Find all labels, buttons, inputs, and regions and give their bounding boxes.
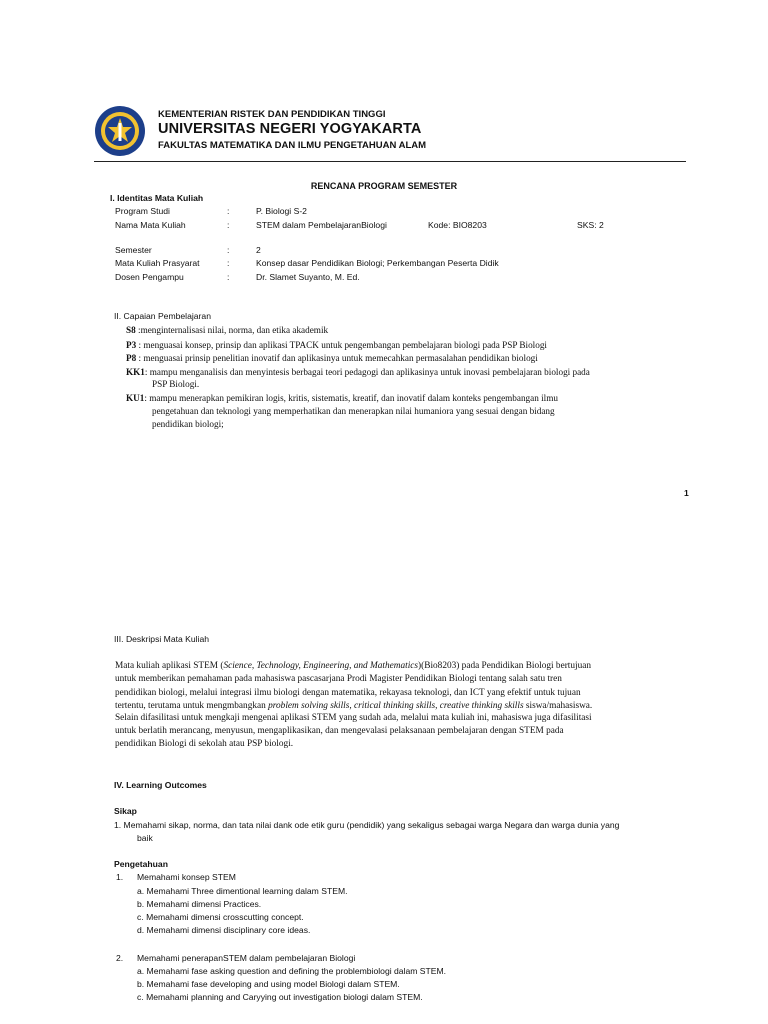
sikap-item-cont: baik (137, 833, 153, 843)
cp-kk1 (126, 367, 590, 377)
text: tertentu, terutama untuk mengmbangkan (115, 701, 269, 711)
cp-p8 (126, 353, 538, 363)
cp-text: :menginternalisasi nilai, norma, dan etika akademik (138, 325, 329, 335)
text: siswa/mahasiswa. (523, 701, 593, 711)
header-divider (94, 161, 686, 162)
text: Mata kuliah aplikasi STEM ( (115, 661, 224, 671)
sikap-item: 1. Memahami sikap, norma, dan tata nilai dank ode etik guru (pendidik) yang sekaligus sebagai warga Negara dan warga dunia yang (114, 820, 620, 830)
sub-list-item: b. Memahami fase developing and using model Biologi dalam STEM. (137, 979, 400, 989)
italic-text: Science, Technology, Engineering, and Mathematics (223, 661, 419, 671)
description-line: Selain difasilitasi untuk mengkaji mengenai aplikasi STEM yang sudah ada, melalui mata kuliah ini, mahasiswa juga difasilitasi (115, 713, 592, 723)
faculty-name: FAKULTAS MATEMATIKA DAN ILMU PENGETAHUAN ALAM (158, 140, 427, 151)
colon: : (227, 206, 230, 216)
cp-s8 (126, 325, 328, 335)
prereq-label: Mata Kuliah Prasyarat (115, 258, 200, 268)
prereq-value: Konsep dasar Pendidikan Biologi; Perkembangan Peserta Didik (256, 258, 499, 268)
description-line: untuk berlatih merancang, menyusun, mengaplikasikan, dan mengevalasi pelaksanaan pembelajaran dengan STEM pada (115, 726, 564, 736)
semester-value: 2 (256, 245, 261, 255)
list-number: 1. (116, 872, 124, 882)
ministry-name: KEMENTERIAN RISTEK DAN PENDIDIKAN TINGGI (158, 109, 386, 120)
lecturer-label: Dosen Pengampu (115, 272, 184, 282)
description-line: untuk memberikan pemahaman pada mahasiswa pascasarjana Prodi Magister Pendidikan Biologi tentang salah satu tren (115, 674, 562, 684)
sub-list-item: b. Memahami dimensi Practices. (137, 899, 262, 909)
cp-text: : mampu menerapkan pemikiran logis, kritis, sistematis, kreatif, dan inovatif dalam konteks pengembangan ilmu (144, 393, 558, 403)
program-value: P. Biologi S-2 (256, 206, 307, 216)
list-number: 2. (116, 953, 124, 963)
sub-list-item: d. Memahami dimensi disciplinary core ideas. (137, 925, 311, 935)
cp-p3 (126, 340, 547, 350)
cp-code: KK1 (126, 367, 145, 377)
learning-outcomes-heading: IV. Learning Outcomes (114, 780, 207, 790)
sub-list-item: a. Memahami fase asking question and defining the problembiologi dalam STEM. (137, 966, 447, 976)
lecturer-value: Dr. Slamet Suyanto, M. Ed. (256, 272, 360, 282)
document-title: RENCANA PROGRAM SEMESTER (310, 181, 458, 191)
cp-ku1 (126, 393, 558, 403)
cp-code: S8 (126, 325, 136, 335)
cp-ku1-cont: pendidikan biologi; (152, 419, 224, 429)
cp-code: KU1 (126, 393, 145, 403)
description-line (115, 661, 715, 671)
identity-heading: I. Identitas Mata Kuliah (110, 193, 204, 203)
colon: : (227, 220, 230, 230)
university-logo (94, 105, 146, 157)
cp-heading: II. Capaian Pembelajaran (114, 311, 211, 321)
cp-kk1-cont: PSP Biologi. (152, 379, 200, 389)
cp-code: P3 (126, 340, 137, 350)
course-value: STEM dalam PembelajaranBiologi (256, 220, 387, 230)
text: )(Bio8203) pada Pendidikan Biologi bertujuan (418, 661, 592, 671)
colon: : (227, 272, 230, 282)
cp-text: : menguasai prinsip penelitian inovatif dan aplikasinya untuk memecahkan permasalahan pendidikan biologi (138, 353, 538, 363)
colon: : (227, 245, 230, 255)
semester-label: Semester (115, 245, 152, 255)
course-sks: SKS: 2 (577, 220, 604, 230)
colon: : (227, 258, 230, 268)
cp-text: : mampu menganalisis dan menyintesis berbagai teori pedagogi dan aplikasinya untuk inovasi pembelajaran biologi pada (144, 367, 590, 377)
pengetahuan-heading: Pengetahuan (114, 859, 168, 869)
sub-list-item: c. Memahami planning and Caryying out investigation biologi dalam STEM. (137, 992, 423, 1002)
cp-text: : menguasai konsep, prinsip dan aplikasi TPACK untuk pengembangan pembelajaran biologi pada PSP Biologi (138, 340, 547, 350)
sub-list-item: c. Memahami dimensi crosscutting concept. (137, 912, 304, 922)
list-item: Memahami penerapanSTEM dalam pembelajaran Biologi (137, 953, 356, 963)
course-code: Kode: BIO8203 (428, 220, 487, 230)
sub-list-item: a. Memahami Three dimentional learning dalam STEM. (137, 886, 348, 896)
cp-ku1-cont: pengetahuan dan teknologi yang memperhatikan dan menerapkan nilai humaniora yang sesuai dengan bidang (152, 406, 555, 416)
university-name: UNIVERSITAS NEGERI YOGYAKARTA (158, 121, 422, 137)
course-label: Nama Mata Kuliah (115, 220, 186, 230)
sikap-heading: Sikap (114, 806, 137, 816)
description-line: pendidikan biologi, melalui integrasi ilmu biologi dengan matematika, rekayasa teknologi, dan ICT yang efektif untuk tujuan (115, 688, 581, 698)
description-heading: III. Deskripsi Mata Kuliah (114, 634, 210, 644)
list-item: Memahami konsep STEM (137, 872, 236, 882)
cp-code: P8 (126, 353, 137, 363)
description-line (115, 701, 715, 711)
program-label: Program Studi (115, 206, 170, 216)
description-line: pendidikan Biologi di sekolah atau PSP biologi. (115, 739, 294, 749)
page-number: 1 (684, 488, 689, 498)
italic-text: problem solving skills, critical thinking skills, creative thinking skills (268, 701, 524, 711)
